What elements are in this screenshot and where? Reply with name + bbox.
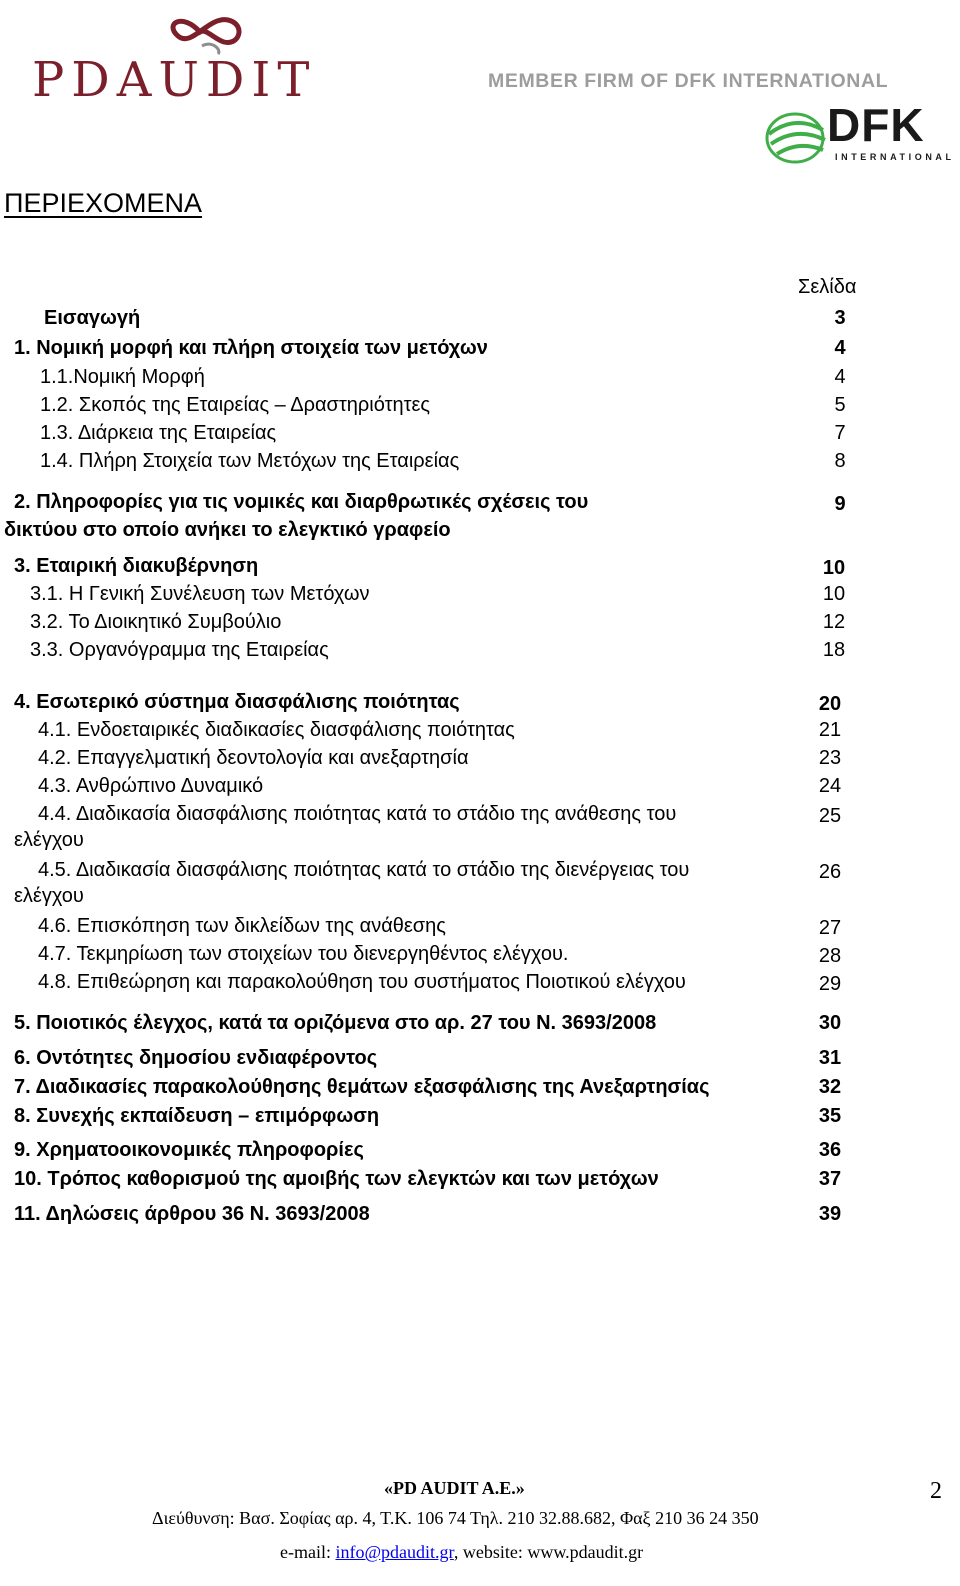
toc-entry-page: 36 (818, 1139, 842, 1161)
toc-entry (0, 1102, 960, 1127)
page-column-label: Σελίδα (798, 276, 857, 298)
website-text: www.pdaudit.gr (527, 1542, 644, 1562)
toc-entry-title: 4.7. Τεκμηρίωση των στοιχείων του διενεργηθέντος ελέγχου. (38, 943, 569, 965)
toc-entry-page: 3 (834, 307, 846, 329)
toc-entry (0, 1073, 960, 1098)
toc-entry-page: 35 (818, 1105, 842, 1127)
toc-entry-title: 7. Διαδικασίες παρακολούθησης θεμάτων εξασφάλισης της Ανεξαρτησίας (14, 1076, 710, 1098)
toc-entry-title: 1.4. Πλήρη Στοιχεία των Μετόχων της Εταιρείας (40, 450, 460, 472)
footer-address: Διεύθυνση: Βασ. Σοφίας αρ. 4, Τ.Κ. 106 74 Τηλ. 210 32.88.682, Φαξ 210 36 24 350 (152, 1508, 759, 1528)
toc-entry-title: δικτύου στο οποίο ανήκει το ελεγκτικό γραφείο (4, 519, 451, 541)
toc-entry-page: 37 (818, 1168, 842, 1190)
toc-entry (0, 856, 960, 883)
pdaudit-logo (32, 6, 372, 108)
toc-entry (0, 1165, 960, 1190)
toc-entry-page: 39 (818, 1203, 842, 1225)
toc-entry-title: 9. Χρηματοοικονομικές πληροφορίες (14, 1139, 364, 1161)
toc-entry (0, 800, 960, 827)
dfk-subtext: INTERNATIONAL (835, 152, 955, 162)
toc-entry-title: 6. Οντότητες δημοσίου ενδιαφέροντος (14, 1047, 378, 1069)
toc-entry (0, 636, 960, 661)
page-title: ΠΕΡΙΕΧΟΜΕΝΑ (4, 188, 203, 218)
toc-entry-title: ελέγχου (14, 829, 84, 851)
toc-entry-title: 4.1. Ενδοεταιρικές διαδικασίες διασφάλισης ποιότητας (38, 719, 515, 741)
toc-entry-page: 21 (818, 719, 842, 741)
toc-entry (0, 334, 960, 359)
toc-entry-title: 1. Νομική μορφή και πλήρη στοιχεία των μετόχων (14, 337, 488, 359)
toc-entry-page: 32 (818, 1076, 842, 1098)
member-firm-text: MEMBER FIRM OF DFK INTERNATIONAL (488, 70, 889, 92)
logo-wordmark: PDAUDIT (32, 52, 317, 108)
toc-entry (0, 1136, 960, 1161)
toc-entry (0, 1009, 960, 1034)
toc-entry (0, 912, 960, 939)
toc-entry (0, 968, 960, 995)
toc-entry-page: 24 (818, 775, 842, 797)
toc-entry-page: 10 (822, 583, 846, 605)
toc-entry-page: 18 (822, 639, 846, 661)
email-label: e-mail: (280, 1542, 336, 1562)
dfk-logo (765, 99, 960, 172)
toc-entry-title: 4.2. Επαγγελματική δεοντολογία και ανεξαρτησία (38, 747, 469, 769)
toc-entry (0, 488, 960, 515)
footer-company: «PD AUDIT A.E.» (384, 1478, 525, 1498)
footer-contact (280, 1542, 643, 1563)
toc-entry-title: 1.2. Σκοπός της Εταιρείας – Δραστηριότητες (40, 394, 431, 416)
toc-entry-title: 1.1.Νομική Μορφή (40, 366, 205, 388)
toc-entry-title: 5. Ποιοτικός έλεγχος, κατά τα οριζόμενα στο αρ. 27 του Ν. 3693/2008 (14, 1012, 657, 1034)
toc-entry (0, 304, 960, 329)
toc-entry-page: 28 (818, 945, 842, 967)
toc-entry (0, 580, 960, 605)
toc-entry-page: 5 (834, 394, 846, 416)
toc-entry (0, 940, 960, 967)
toc-entry (0, 1200, 960, 1225)
toc-entry (0, 882, 960, 907)
toc-entry-title: 3. Εταιρική διακυβέρνηση (14, 555, 259, 577)
toc-entry-title: 4.3. Ανθρώπινο Δυναμικό (38, 775, 264, 797)
toc-entry-page: 10 (822, 557, 846, 579)
toc-entry-page: 4 (834, 337, 846, 359)
toc-entry-page: 8 (834, 450, 846, 472)
dfk-wordmark: DFK (827, 99, 925, 151)
toc-entry-page: 12 (822, 611, 846, 633)
toc-entry-title: 2. Πληροφορίες για τις νομικές και διαρθρωτικές σχέσεις του (14, 491, 589, 513)
toc-entry-title: 4.5. Διαδικασία διασφάλισης ποιότητας κατά το στάδιο της διενέργειας του (38, 859, 690, 881)
toc-entry (0, 772, 960, 797)
toc-entry-title: 1.3. Διάρκεια της Εταιρείας (40, 422, 277, 444)
toc-entry (0, 744, 960, 769)
toc-entry-page: 30 (818, 1012, 842, 1034)
toc-entry-title: 4.6. Επισκόπηση των δικλείδων της ανάθεσης (38, 915, 446, 937)
toc-entry-page: 7 (834, 422, 846, 444)
toc-entry-page: 25 (818, 805, 842, 827)
toc-entry (0, 552, 960, 579)
toc-entry (0, 516, 960, 541)
toc-entry-page: 9 (834, 493, 846, 515)
toc-entry-title: 3.2. Το Διοικητικό Συμβούλιο (30, 611, 282, 633)
toc-entry (0, 826, 960, 851)
toc-entry-title: 8. Συνεχής εκπαίδευση – επιμόρφωση (14, 1105, 380, 1127)
toc-entry-title: 3.1. Η Γενική Συνέλευση των Μετόχων (30, 583, 370, 605)
toc-entry (0, 391, 960, 416)
toc-entry-page: 4 (834, 366, 846, 388)
toc-entry-title: Εισαγωγή (44, 307, 141, 329)
toc-entry-page: 31 (818, 1047, 842, 1069)
toc-entry (0, 608, 960, 633)
toc-entry-title: 4. Εσωτερικό σύστημα διασφάλισης ποιότητας (14, 691, 460, 713)
website-label: , website: (453, 1542, 528, 1562)
toc-entry-page: 20 (818, 693, 842, 715)
toc-entry-page: 27 (818, 917, 842, 939)
toc-entry-title: 4.8. Επιθεώρηση και παρακολούθηση του συστήματος Ποιοτικού ελέγχου (38, 971, 686, 993)
toc-entry (0, 447, 960, 472)
toc-entry-title: 4.4. Διαδικασία διασφάλισης ποιότητας κατά το στάδιο της ανάθεσης του (38, 803, 677, 825)
email-link[interactable]: info@pdaudit.gr (335, 1542, 454, 1562)
toc-entry-title: 11. Δηλώσεις άρθρου 36 Ν. 3693/2008 (14, 1203, 370, 1225)
globe-icon (765, 108, 829, 168)
toc-entry (0, 419, 960, 444)
toc-entry-page: 26 (818, 861, 842, 883)
page-number: 2 (930, 1478, 942, 1504)
toc-entry-title: 10. Τρόπος καθορισμού της αμοιβής των ελεγκτών και των μετόχων (14, 1168, 659, 1190)
toc-entry (0, 688, 960, 715)
toc-entry (0, 1044, 960, 1069)
toc-entry-title: ελέγχου (14, 885, 84, 907)
toc-entry-page: 23 (818, 747, 842, 769)
toc-entry (0, 716, 960, 741)
toc-entry (0, 363, 960, 388)
toc-entry-page: 29 (818, 973, 842, 995)
toc-entry-title: 3.3. Οργανόγραμμα της Εταιρείας (30, 639, 329, 661)
